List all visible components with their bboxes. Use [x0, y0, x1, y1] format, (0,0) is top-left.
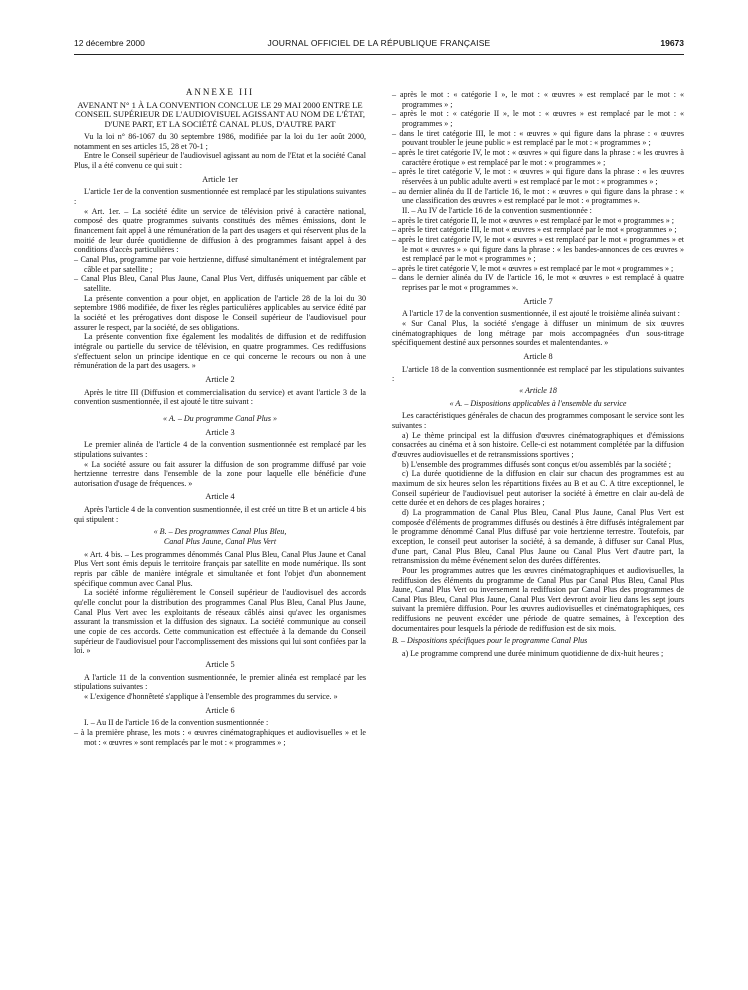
- list-item: – au dernier alinéa du II de l'article 16, le mot : « œuvres » qui figure dans la phrase : « une classification des œuvres » est remplacé par le mot : « programmes ».: [392, 186, 684, 206]
- header-rule: [74, 54, 684, 55]
- article-heading: Article 5: [205, 659, 235, 669]
- paragraph: Après le titre III (Diffusion et commercialisation du service) et avant l'article 3 de la convention susmentionnée, il est ajouté le titre suivant :: [74, 387, 366, 407]
- article-heading: Article 7: [523, 296, 553, 306]
- paragraph: La société informe régulièrement le Conseil supérieur de l'audiovisuel des accords qu'elle conclut pour la distribution des programmes Canal Plus Bleu, Canal Plus Jaune, Canal Plus Vert avec les exploitants de réseaux câblés ainsi qu'avec les organismes assurant la transmission et la diffusion des signaux. La société communique au conseil une copie de ces accords. Cette communication est effectuée à la demande du Conseil supérieur de l'audiovisuel pour l'accomplissement des missions qui lui sont confiées par la loi. »: [74, 588, 366, 656]
- paragraph: L'article 1er de la convention susmentionnée est remplacé par les stipulations suivantes :: [74, 187, 366, 207]
- list-item: – dans le dernier alinéa du IV de l'article 16, le mot « œuvres » est remplacé à quatre reprises par le mot « programmes ».: [392, 273, 684, 293]
- paragraph: « L'exigence d'honnêteté s'applique à l'ensemble des programmes du service. »: [84, 691, 338, 701]
- paragraph: La présente convention fixe également les modalités de diffusion et de rediffusion intégrale ou partielle du service de télévision, en quatre programmes. Ces rediffusions s'effectuent selon un principe identique en ce qui concerne le recours ou non à une rémunération de la part des usagers. »: [74, 332, 366, 371]
- paragraph: « Art. 4 bis. – Les programmes dénommés Canal Plus Bleu, Canal Plus Jaune et Canal Plus Vert sont émis depuis le territoire français par satellite en mode numérique. Ils sont repris par câble de manière intégrale et simultanée et font l'objet d'un abonnement spécifique commun avec Canal Plus.: [74, 549, 366, 588]
- list-item: – après le tiret catégorie IV, le mot : « œuvres » qui figure dans la phrase : « les œuvres à caractère érotique » est remplacé par le mot : « programmes » ;: [392, 147, 684, 167]
- list-item: – dans le tiret catégorie III, le mot : « œuvres » qui figure dans la phrase : « œuvres pouvant troubler le jeune public » est remplacé par le mot : « programmes » ;: [392, 128, 684, 148]
- paragraph: « Sur Canal Plus, la société s'engage à diffuser un minimum de six œuvres cinématographiques de long métrage par mois accompagnées d'un sous-titrage spécifiquement destiné aux personnes sourdes et malentendantes. »: [392, 319, 684, 348]
- paragraph: c) La durée quotidienne de la diffusion en clair sur chacun des programmes est au maximum de six heures selon les répartitions fixées au B et au C. A titre exceptionnel, le Conseil supérieur de l'audiovisuel peut autoriser la société à émettre en clair au-delà de cette durée et en dehors de ces plages horaires ;: [392, 469, 684, 508]
- paragraph: A l'article 17 de la convention susmentionnée, il est ajouté le troisième alinéa suivant :: [402, 309, 680, 319]
- section-heading: « B. – Des programmes Canal Plus Bleu,: [153, 527, 287, 537]
- paragraph: Vu la loi n° 86-1067 du 30 septembre 1986, modifiée par la loi du 1er août 2000, notamment en ses articles 15, 28 et 70-1 ;: [74, 132, 366, 151]
- paragraph: a) Le programme comprend une durée minimum quotidienne de dix-huit heures ;: [402, 649, 664, 659]
- section-heading: « A. – Du programme Canal Plus »: [163, 413, 277, 423]
- paragraph: Entre le Conseil supérieur de l'audiovisuel agissant au nom de l'Etat et la société Canal Plus, il a été convenu ce qui suit :: [74, 151, 366, 171]
- paragraph: La présente convention a pour objet, en application de l'article 28 de la loi du 30 septembre 1986 modifiée, de fixer les règles particulières applicables au service édité par la société et les prérogatives dont dispose le Conseil supérieur de l'audiovisuel pour assurer le respect, par la société, de ses obligations.: [74, 293, 366, 332]
- paragraph: a) Le thème principal est la diffusion d'œuvres cinématographiques et d'émissions consacrées au cinéma et à son histoire. Celle-ci est notamment complétée par la diffusion d'œuvres audiovisuelles et de retransmissions sportives ;: [392, 430, 684, 459]
- list-item: – Canal Plus Bleu, Canal Plus Jaune, Canal Plus Vert, diffusés uniquement par câble et satellite.: [74, 274, 366, 293]
- article-heading: Article 3: [205, 427, 235, 437]
- avenant-title: AVENANT N° 1 À LA CONVENTION CONCLUE LE 29 MAI 2000 ENTRE LE CONSEIL SUPÉRIEUR DE L'AUDIOVISUEL AGISSANT AU NOM DE L'ÉTAT, D'UNE PART, ET LA SOCIÉTÉ CANAL PLUS, D'AUTRE PART: [74, 99, 366, 129]
- list-item: – après le tiret catégorie II, le mot « œuvres » est remplacé par le mot « programmes » ;: [392, 215, 674, 225]
- page-header: [74, 38, 684, 52]
- paragraph: L'article 18 de la convention susmentionnée est remplacé par les stipulations suivantes :: [392, 364, 684, 384]
- article-heading: Article 8: [523, 352, 553, 362]
- section-heading: Canal Plus Jaune, Canal Plus Vert: [163, 537, 277, 547]
- paragraph: Après l'article 4 de la convention susmentionnée, il est créé un titre B et un article 4 bis qui stipulent :: [74, 505, 366, 524]
- article-heading: Article 4: [205, 492, 235, 502]
- right-column: [392, 90, 684, 659]
- article-caption: « Article 18: [519, 386, 557, 396]
- list-item: – après le mot : « catégorie II », le mot : « œuvres » est remplacé par le mot : « programmes » ;: [392, 109, 684, 128]
- article-heading: Article 2: [205, 374, 235, 384]
- list-item: – après le mot : « catégorie I », le mot : « œuvres » est remplacé par le mot : « programmes » ;: [392, 90, 684, 109]
- paragraph: b) L'ensemble des programmes diffusés sont conçus et/ou assemblés par la société ;: [402, 459, 672, 469]
- list-item: – Canal Plus, programme par voie hertzienne, diffusé simultanément et intégralement par câble et par satellite ;: [74, 255, 366, 274]
- paragraph: d) La programmation de Canal Plus Bleu, Canal Plus Jaune, Canal Plus Vert est composée d'éléments de programmes diffusés ou destinés à être diffusés intégralement par le programme dénommé Canal Plus diffusé par voie hertzienne terrestre. Toutefois, par exception, le conseil peut autoriser la société, à sa demande, à diffuser sur Canal Plus, d'une part, Canal Plus Bleu, Canal Plus Jaune ou Canal Plus Vert d'autre part, la retransmission du même événement selon des durées différentes.: [392, 507, 684, 566]
- header-date: 12 décembre 2000: [74, 38, 145, 48]
- paragraph: « Art. 1er. – La société édite un service de télévision privé à caractère national, composé des quatre programmes suivants constitués des mêmes émissions, dont le financement fait appel à une rémunération de la part des usagers et qui réservent plus de la moitié de leur durée quotidienne de diffusion à des programmes faisant appel à des conditions d'accès particulières :: [74, 206, 366, 255]
- list-item: – après le tiret catégorie V, le mot : « œuvres » qui figure dans la phrase : « les œuvres réservées à un public adulte averti » est remplacé par le mot : « programmes » ;: [392, 167, 684, 186]
- paragraph: I. – Au II de l'article 16 de la convention susmentionnée :: [84, 718, 269, 728]
- paragraph: A l'article 11 de la convention susmentionnée, le premier alinéa est remplacé par les stipulations suivantes :: [74, 672, 366, 692]
- section-heading: B. – Dispositions spécifiques pour le programme Canal Plus: [392, 636, 588, 646]
- article-heading: Article 6: [205, 705, 235, 715]
- article-heading: Article 1er: [202, 174, 238, 184]
- annexe-title: ANNEXE III: [185, 87, 255, 97]
- list-item: – après le tiret catégorie III, le mot « œuvres » est remplacé par le mot « programmes » ;: [392, 225, 677, 235]
- paragraph: Pour les programmes autres que les œuvres cinématographiques et audiovisuelles, la rediffusion des éléments du programme de Canal Plus par Canal Plus Bleu, Canal Plus Jaune, Canal Plus Vert ou inversement la rediffusion par Canal Plus des programmes de Canal Plus Bleu, Canal Plus Jaune, Canal Plus Vert devront avoir lieu dans les sept jours suivant la première diffusion. Pour les œuvres audiovisuelles et cinématographiques, ces rediffusions ne peuvent excéder une période de quatre semaines, à l'exception des documentaires pour lesquels la période de rediffusion est de six mois.: [392, 565, 684, 633]
- section-heading: « A. – Dispositions applicables à l'ensemble du service: [449, 398, 627, 408]
- left-column: [74, 88, 366, 747]
- page-number: 19673: [660, 38, 684, 48]
- paragraph: « La société assure ou fait assurer la diffusion de son programme diffusé par voie hertzienne terrestre dans l'ensemble de la zone pour laquelle elle bénéficie d'une autorisation d'usage de fréquences. »: [74, 459, 366, 488]
- journal-title: JOURNAL OFFICIEL DE LA RÉPUBLIQUE FRANÇAISE: [267, 38, 491, 48]
- paragraph: II. – Au IV de l'article 16 de la convention susmentionnée :: [402, 205, 592, 215]
- list-item: – à la première phrase, les mots : « œuvres cinématographiques et audiovisuelles » et le mot : « œuvres » sont remplacés par le mot : « programmes » ;: [74, 727, 366, 747]
- list-item: – après le tiret catégorie V, le mot « œuvres » est remplacé par le mot « programmes » ;: [392, 263, 674, 273]
- paragraph: Le premier alinéa de l'article 4 de la convention susmentionnée est remplacé par les stipulations suivantes :: [74, 440, 366, 459]
- paragraph: Les caractéristiques générales de chacun des programmes composant le service sont les suivantes :: [392, 411, 684, 430]
- list-item: – après le tiret catégorie IV, le mot « œuvres » est remplacé par le mot « programmes » et le mot « œuvres » » qui figure dans la phrase : « les bandes-annonces de ces œuvres » est remplacé par le mot « programmes » ;: [392, 234, 684, 264]
